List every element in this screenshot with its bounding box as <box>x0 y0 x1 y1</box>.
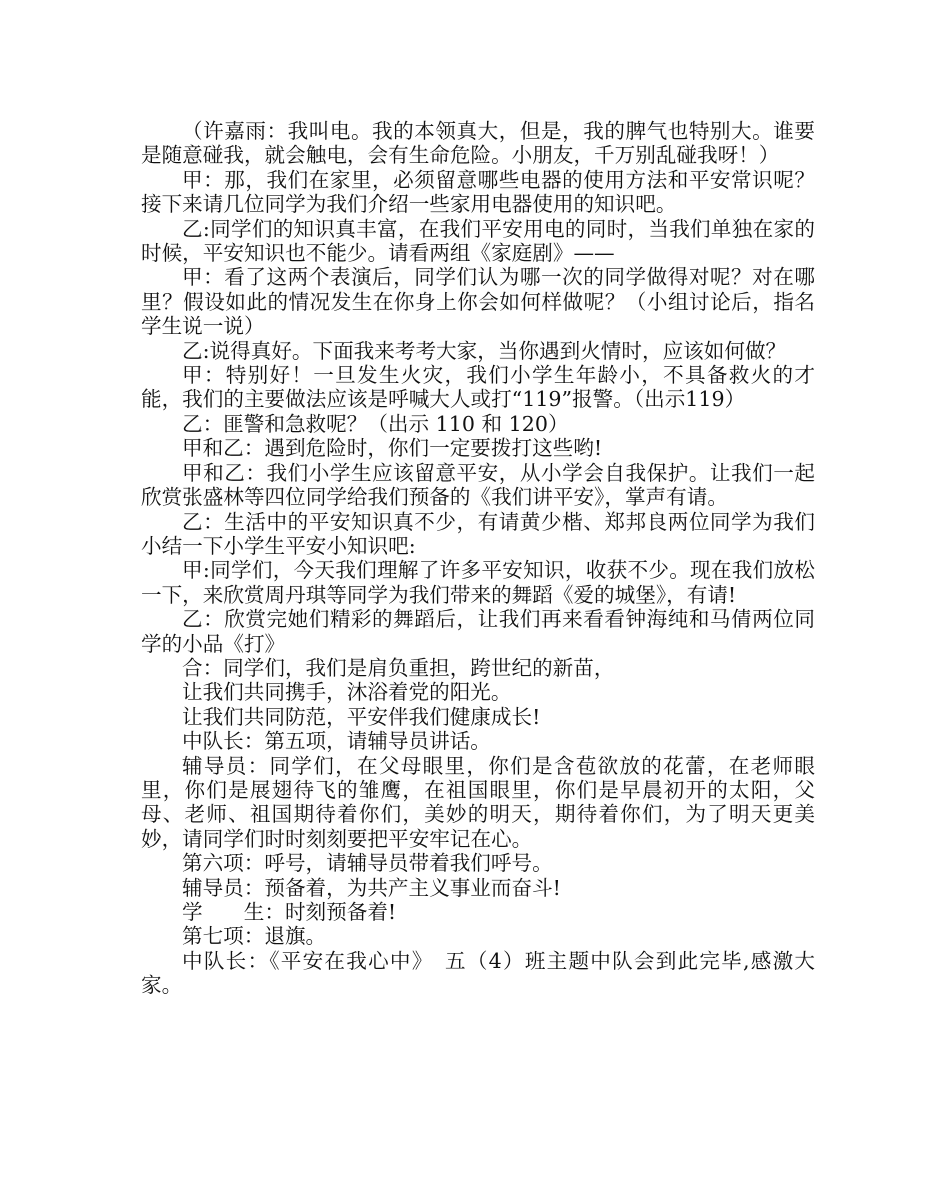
paragraph-jia-dance: 甲:同学们，今天我们理解了许多平安知识，收获不少。现在我们放松一下，来欣赏周丹琪等同学为我们带来的舞蹈《爱的城堡》，有请! <box>141 558 815 607</box>
paragraph-together-line1: 合：同学们，我们是肩负重担，跨世纪的新苗， <box>182 655 615 680</box>
paragraph-together-line2: 让我们共同携手，沐浴着党的阳光。 <box>182 680 512 705</box>
paragraph-students-reply: 学 生：时刻预备着! <box>182 900 397 924</box>
paragraph-yi-skit: 乙：欣赏完她们精彩的舞蹈后，让我们再来看看钟海纯和马倩两位同学的小品《打》 <box>141 607 815 656</box>
paragraph-item-five: 中队长：第五项，请辅导员讲话。 <box>182 729 491 754</box>
document-body <box>141 119 815 998</box>
paragraph-intro-electricity: （许嘉雨：我叫电。我的本领真大，但是，我的脾气也特别大。谁要是随意碰我，就会触电，会有生命危险。小朋友，千万别乱碰我呀！） <box>141 119 815 168</box>
paragraph-jia-discussion: 甲：看了这两个表演后，同学们认为哪一次的同学做得对呢？对在哪里？假设如此的情况发生在你身上你会如何样做呢？（小组讨论后，指名学生说一说） <box>141 265 815 339</box>
paragraph-both-self-protection: 甲和乙：我们小学生应该留意平安，从小学会自我保护。让我们一起欣赏张盛林等四位同学给我们预备的《我们讲平安》，掌声有请。 <box>141 460 815 510</box>
paragraph-item-six: 第六项：呼号，请辅导员带着我们呼号。 <box>182 851 553 876</box>
paragraph-counselor-slogan: 辅导员：预备着，为共产主义事业而奋斗! <box>182 875 561 900</box>
paragraph-closing: 中队长：《平安在我心中》 五（4）班主题中队会到此完毕,感激大家。 <box>141 948 815 998</box>
paragraph-jia-appliances: 甲：那，我们在家里，必须留意哪些电器的使用方法和平安常识呢？接下来请几位同学为我们介绍一些家用电器使用的知识吧。 <box>141 167 815 217</box>
paragraph-jia-fire-answer: 甲：特别好！一旦发生火灾，我们小学生年龄小，不具备救火的才能，我们的主要做法应该是呼喊大人或打“119”报警。（出示119） <box>141 363 815 412</box>
paragraph-both-dial: 甲和乙：遇到危险时，你们一定要拨打这些哟! <box>182 436 603 461</box>
paragraph-item-seven: 第七项：退旗。 <box>182 924 327 949</box>
paragraph-counselor-speech: 辅导员：同学们，在父母眼里，你们是含苞欲放的花蕾，在老师眼里，你们是展翅待飞的雏鹰，在祖国眼里，你们是早晨初开的太阳，父母、老师、祖国期待着你们，美妙的明天，期待着你们，为了明天更美妙，请同学们时时刻刻要把平安牢记在心。 <box>141 753 815 851</box>
paragraph-together-line3: 让我们共同防范，平安伴我们健康成长! <box>182 704 541 729</box>
paragraph-yi-home-alone: 乙:同学们的知识真丰富，在我们平安用电的同时，当我们单独在家的时候，平安知识也不能少。请看两组《家庭剧》—— <box>141 216 815 266</box>
paragraph-yi-police-emergency: 乙：匪警和急救呢？（出示 110 和 120） <box>182 411 569 436</box>
paragraph-yi-fire-question: 乙:说得真好。下面我来考考大家，当你遇到火情时，应该如何做？ <box>182 338 787 363</box>
paragraph-yi-summary: 乙：生活中的平安知识真不少，有请黄少楷、郑邦良两位同学为我们小结一下小学生平安小知识吧: <box>141 509 815 558</box>
